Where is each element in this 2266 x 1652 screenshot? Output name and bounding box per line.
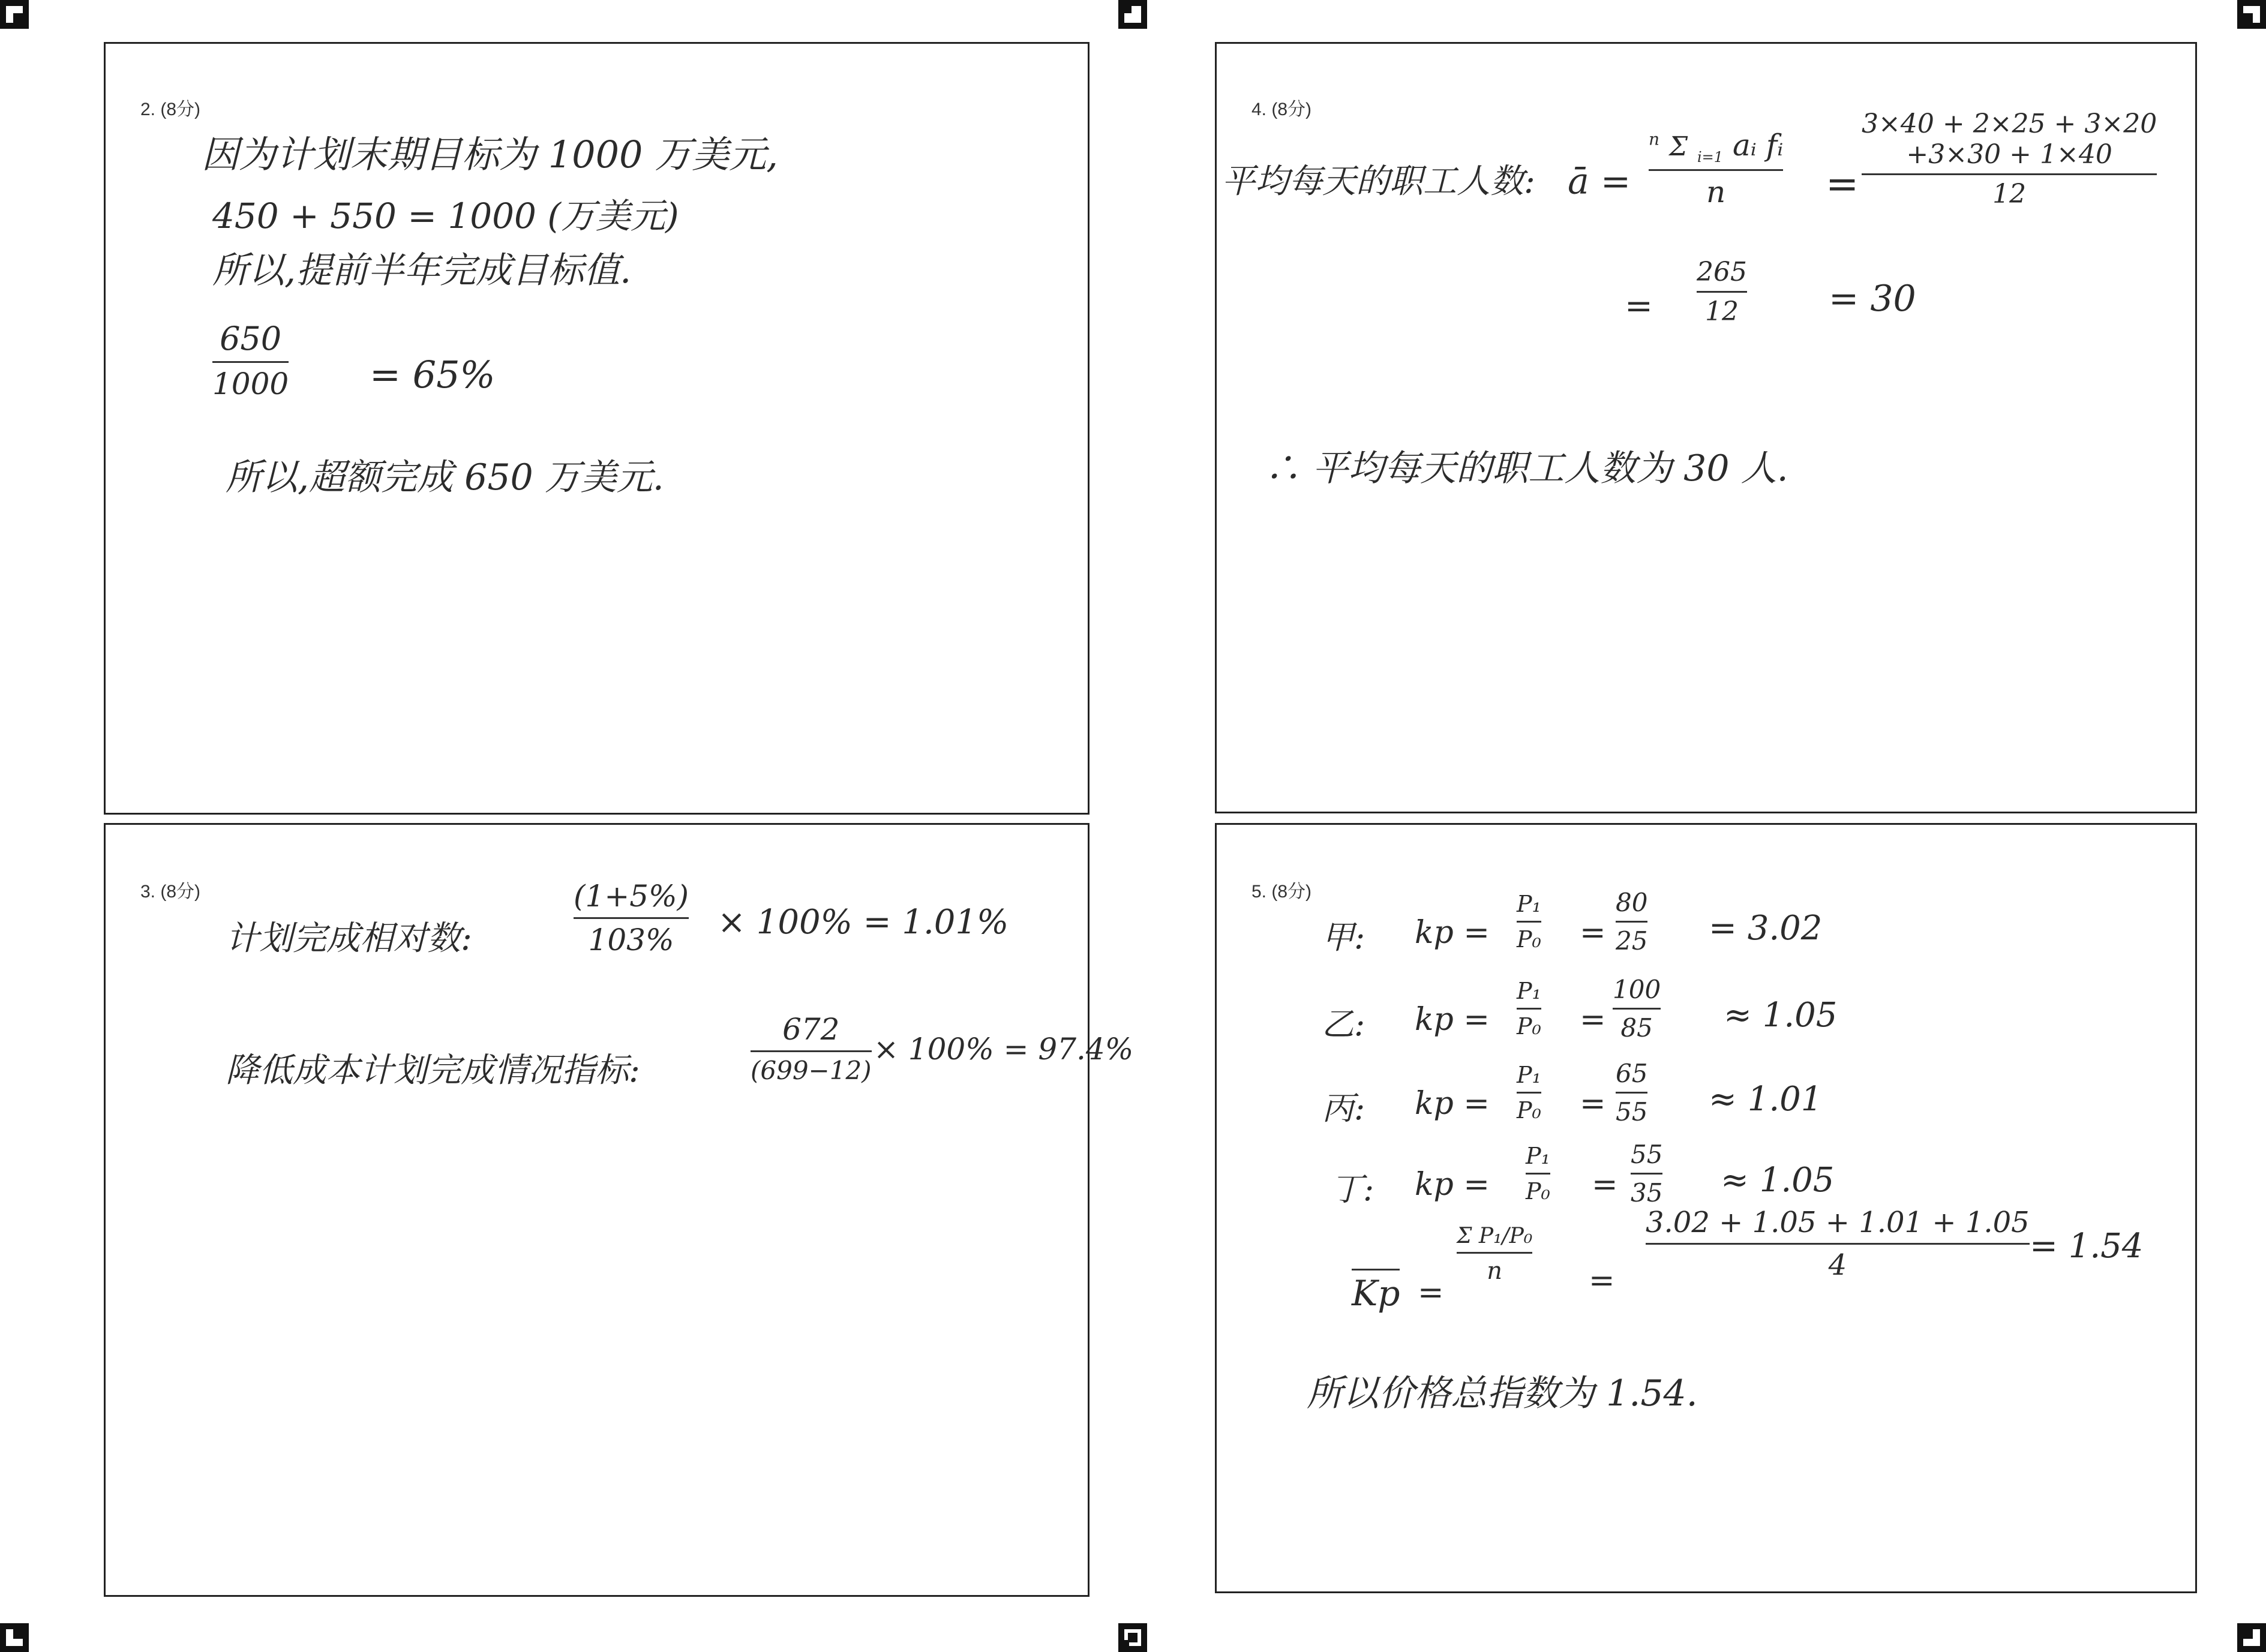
fraction-denominator: 35 (1631, 1178, 1663, 1208)
expanded-fraction (1862, 109, 2157, 209)
question-label: 5. (8分) (1251, 882, 1312, 902)
fraction-result: × 100% = 97.4% (874, 1032, 1134, 1067)
item-name: 乙: (1322, 1005, 1365, 1043)
kp-label: kp = (1415, 1167, 1490, 1203)
fraction-denominator: 12 (1992, 179, 2027, 209)
conclusion-line: 所以价格总指数为 1.54. (1307, 1372, 1698, 1414)
fraction-denominator: 85 (1620, 1013, 1653, 1043)
corner-marker-bottom-right (2237, 1623, 2266, 1652)
fraction-numerator: 650 (220, 320, 282, 358)
fraction (1631, 1140, 1662, 1208)
sigma-icon: Σ (1668, 131, 1688, 162)
abar-symbol: ā = (1568, 161, 1631, 203)
fraction-numerator: P₁ (1517, 1062, 1541, 1088)
fraction-denominator: 4 (1828, 1248, 1847, 1282)
fraction-denominator: P₀ (1517, 1097, 1541, 1124)
answer-panel-q4 (1215, 42, 2197, 813)
fraction-bar (1457, 1252, 1532, 1254)
fraction (1646, 1206, 2030, 1282)
fraction-bar (574, 917, 689, 919)
fraction-bar (1862, 173, 2157, 175)
item-name: 丙: (1322, 1089, 1365, 1127)
fraction-denominator: 103% (588, 923, 674, 957)
fraction-bar (1613, 1008, 1661, 1010)
fraction-bar (1517, 1092, 1541, 1094)
index-result: = 1.54 (2030, 1227, 2144, 1266)
fraction-bar (1646, 1243, 2030, 1245)
fraction-bar (1517, 921, 1541, 923)
fraction-numerator-line1: 3×40 + 2×25 + 3×20 (1862, 109, 2157, 139)
fraction-numerator: P₁ (1517, 978, 1541, 1004)
fraction-numerator: (1+5%) (574, 879, 689, 914)
fraction-denominator: n (1706, 175, 1726, 209)
answer-line-label: 计划完成相对数: (226, 919, 472, 958)
corner-marker-top-right (2237, 0, 2266, 29)
fraction-numerator: Σ P₁/P₀ (1457, 1224, 1533, 1248)
summation-fraction (1457, 1224, 1532, 1285)
sum-upper-limit: n (1649, 129, 1660, 149)
fraction-numerator: P₁ (1517, 891, 1541, 917)
fraction-result: × 100% = 1.01% (718, 903, 1009, 942)
fraction-denominator: 1000 (212, 367, 289, 401)
sum-expression: aᵢ fᵢ (1732, 128, 1784, 163)
corner-marker-bottom-left (0, 1623, 29, 1652)
question-label: 3. (8分) (140, 882, 201, 902)
item-name: 丁: (1331, 1170, 1374, 1208)
item-name: 甲: (1322, 918, 1365, 956)
sum-lower-limit: i=1 (1697, 149, 1724, 166)
fraction-numerator: 80 (1616, 888, 1648, 917)
fraction-numerator: 3.02 + 1.05 + 1.01 + 1.05 (1646, 1206, 2030, 1239)
equals-sign: = (1592, 1167, 1618, 1203)
index-result: = 3.02 (1709, 909, 1823, 948)
equals-sign: = (1418, 1275, 1444, 1311)
equals-sign: = (1826, 161, 1859, 207)
fraction-numerator: 65 (1616, 1059, 1648, 1088)
fraction-bar (1526, 1173, 1550, 1175)
fraction-numerator: 672 (782, 1012, 840, 1047)
fraction-bar (1697, 291, 1747, 293)
fraction-bar (1616, 921, 1647, 923)
corner-marker-top-middle (1118, 0, 1147, 29)
fraction-bar (751, 1050, 872, 1052)
fraction-numerator: 55 (1631, 1140, 1663, 1169)
fraction-denominator: 25 (1616, 926, 1648, 956)
answer-panel-q5 (1215, 823, 2197, 1593)
question-label: 4. (8分) (1251, 100, 1312, 119)
corner-marker-bottom-middle (1118, 1623, 1147, 1652)
fraction-result: = 65% (370, 353, 496, 397)
fraction-bar (212, 361, 289, 363)
fraction-bar (1631, 1173, 1662, 1175)
fraction-bar (1649, 169, 1783, 171)
answer-line: 因为计划末期目标为 1000 万美元, (202, 133, 778, 176)
fraction-numerator (1649, 128, 1783, 166)
fraction (1517, 978, 1541, 1040)
fraction-numerator: P₁ (1526, 1143, 1550, 1169)
kp-label: kp = (1415, 1086, 1490, 1122)
fraction (1517, 891, 1541, 953)
kp-label: kp = (1415, 1002, 1490, 1038)
fraction-numerator: 100 (1613, 975, 1661, 1004)
kp-label: kp = (1415, 915, 1490, 951)
fraction (1526, 1143, 1550, 1205)
equals-sign: = (1580, 1086, 1606, 1122)
index-result: ≈ 1.01 (1709, 1080, 1823, 1119)
fraction-numerator: 265 (1697, 257, 1747, 287)
fraction-bar (1616, 1092, 1647, 1094)
equals-sign: = (1580, 1002, 1606, 1038)
fraction (1613, 975, 1661, 1043)
conclusion-line: ∴ 平均每天的职工人数为 30 人. (1265, 447, 1788, 489)
fraction (751, 1012, 872, 1085)
question-label: 2. (8分) (140, 100, 201, 119)
fraction-bar (1517, 1008, 1541, 1010)
fraction-denominator: P₀ (1517, 926, 1541, 953)
answer-line-label: 降低成本计划完成情况指标: (226, 1051, 640, 1090)
equals-sign: = (1625, 287, 1653, 326)
answer-line: 450 + 550 = 1000 (万美元) (212, 196, 679, 236)
fraction-denominator: 12 (1704, 296, 1739, 327)
fraction (212, 320, 289, 401)
answer-line: 所以,超额完成 650 万美元. (226, 456, 664, 498)
fraction (1616, 888, 1647, 956)
summation-fraction (1649, 128, 1783, 209)
fraction-denominator: 55 (1616, 1097, 1648, 1127)
fraction-denominator: n (1487, 1257, 1503, 1285)
answer-line: 所以,提前半年完成目标值. (212, 250, 632, 292)
fraction-result: = 30 (1829, 278, 1916, 320)
index-result: ≈ 1.05 (1724, 996, 1838, 1035)
answer-panel-q3 (104, 823, 1134, 1597)
equals-sign: = (1580, 915, 1606, 951)
answer-line-label: 平均每天的职工人数: (1221, 162, 1535, 201)
fraction-denominator: (699−12) (751, 1056, 872, 1085)
kp-mean-symbol: Kp (1352, 1269, 1400, 1314)
fraction (574, 879, 689, 957)
fraction-denominator: P₀ (1517, 1013, 1541, 1040)
equals-sign: = (1589, 1263, 1615, 1299)
fraction-numerator-line2: +3×30 + 1×40 (1906, 139, 2112, 170)
fraction (1616, 1059, 1647, 1127)
fraction (1517, 1062, 1541, 1124)
answer-panel-q2 (104, 42, 1090, 815)
fraction (1697, 257, 1747, 327)
corner-marker-top-left (0, 0, 29, 29)
index-result: ≈ 1.05 (1721, 1161, 1835, 1200)
fraction-denominator: P₀ (1526, 1178, 1550, 1205)
